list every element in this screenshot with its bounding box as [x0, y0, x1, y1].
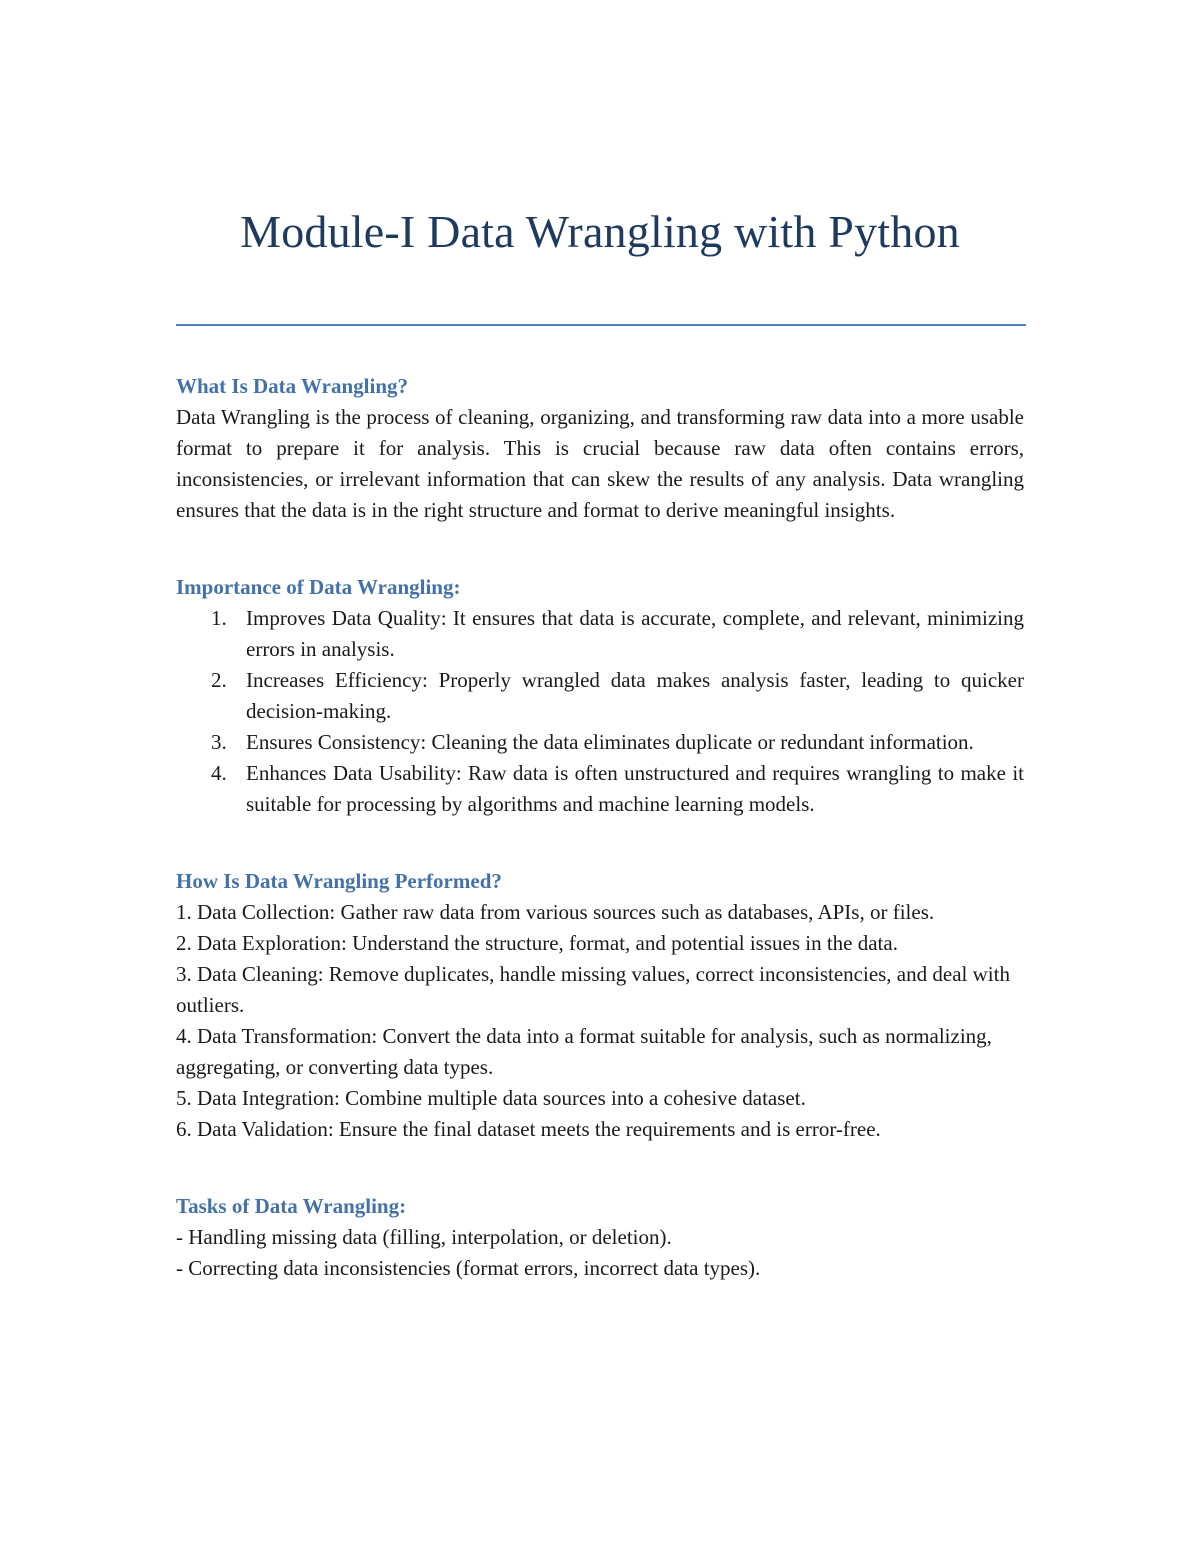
importance-list — [176, 603, 1024, 820]
list-item-number: 1. — [211, 606, 227, 630]
section-heading: How Is Data Wrangling Performed? — [176, 869, 502, 893]
step-line: 6. Data Validation: Ensure the final dataset meets the requirements and is error-free. — [176, 1117, 881, 1141]
page-title: Module-I Data Wrangling with Python — [240, 206, 960, 257]
section-importance — [176, 572, 1024, 820]
list-item — [176, 727, 1024, 758]
list-item-text: Ensures Consistency: Cleaning the data eliminates duplicate or redundant information. — [246, 730, 974, 754]
section-how-performed — [176, 866, 1024, 1145]
section-paragraph: Data Wrangling is the process of cleaning, organizing, and transforming raw data into a more usable format to prepare it for analysis. This is crucial because raw data often contains errors, inconsistencies, or irrelevant information that can skew the results of any analysis. Data wrangling ensures that the data is in the right structure and format to derive meaningful insights. — [176, 405, 1024, 522]
title-divider — [176, 324, 1026, 326]
list-item-text: Improves Data Quality: It ensures that data is accurate, complete, and relevant, minimizing errors in analysis. — [246, 606, 1024, 661]
list-item-text: Enhances Data Usability: Raw data is often unstructured and requires wrangling to make it suitable for processing by algorithms and machine learning models. — [246, 761, 1024, 816]
step-line: 1. Data Collection: Gather raw data from various sources such as databases, APIs, or files. — [176, 900, 935, 924]
task-line: - Handling missing data (filling, interpolation, or deletion). — [176, 1225, 672, 1249]
step-line: 3. Data Cleaning: Remove duplicates, handle missing values, correct inconsistencies, and deal with outliers. — [176, 962, 1010, 1017]
task-line: - Correcting data inconsistencies (format errors, incorrect data types). — [176, 1256, 761, 1280]
section-what-is-data-wrangling — [176, 371, 1024, 526]
section-heading: Importance of Data Wrangling: — [176, 575, 461, 599]
list-item — [176, 758, 1024, 820]
list-item-number: 2. — [211, 668, 227, 692]
list-item-number: 4. — [211, 761, 227, 785]
list-item — [176, 603, 1024, 665]
section-heading: What Is Data Wrangling? — [176, 374, 409, 398]
list-item-number: 3. — [211, 730, 227, 754]
step-line: 2. Data Exploration: Understand the structure, format, and potential issues in the data. — [176, 931, 898, 955]
step-line: 4. Data Transformation: Convert the data into a format suitable for analysis, such as normalizing, aggregating, or converting data types. — [176, 1024, 992, 1079]
step-line: 5. Data Integration: Combine multiple data sources into a cohesive dataset. — [176, 1086, 806, 1110]
list-item — [176, 665, 1024, 727]
document-body — [176, 371, 1024, 1284]
section-heading: Tasks of Data Wrangling: — [176, 1194, 407, 1218]
list-item-text: Increases Efficiency: Properly wrangled data makes analysis faster, leading to quicker decision-making. — [246, 668, 1024, 723]
section-tasks — [176, 1191, 1024, 1284]
